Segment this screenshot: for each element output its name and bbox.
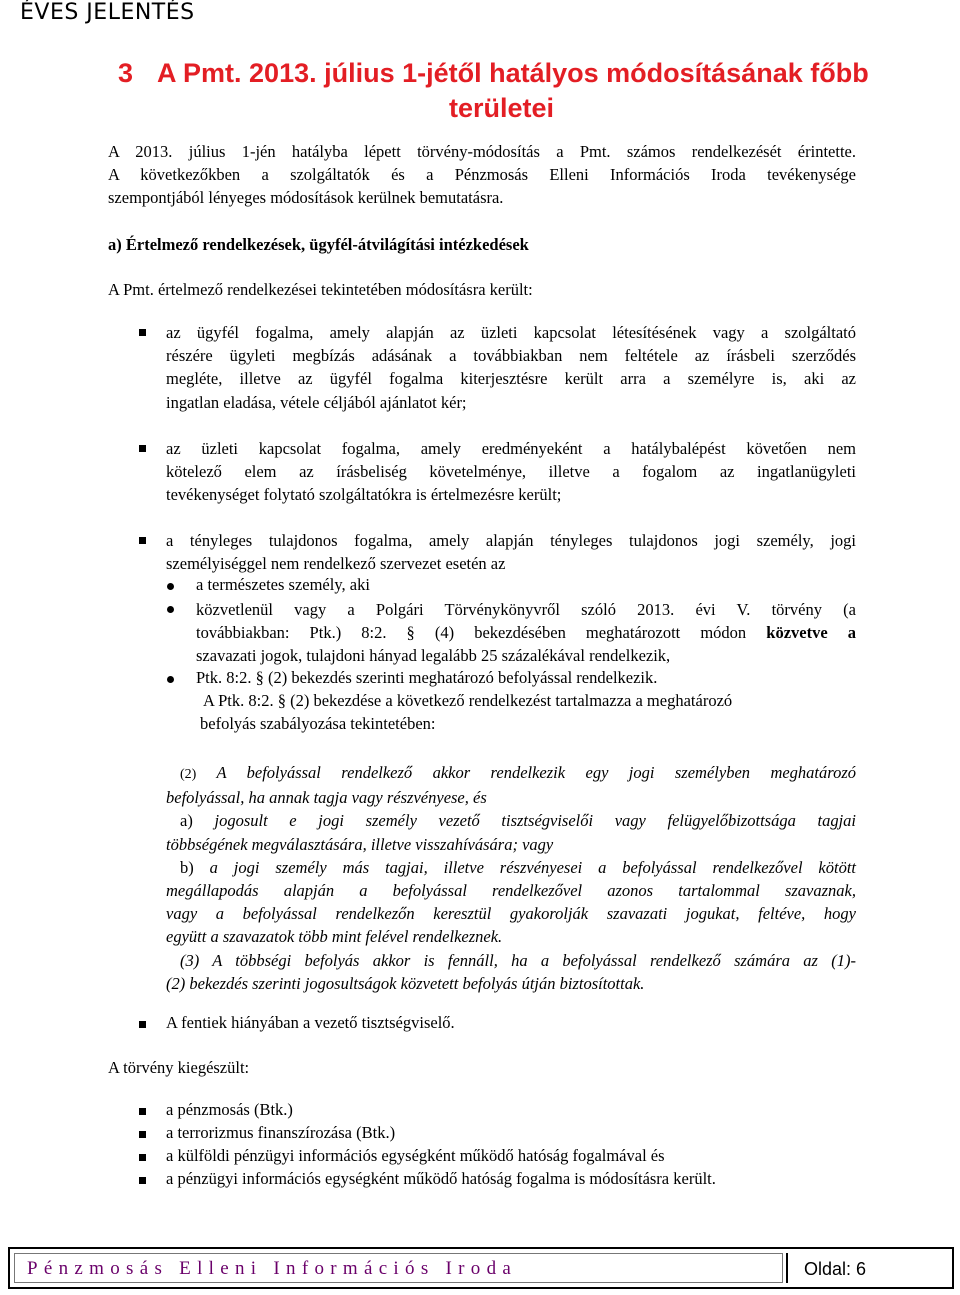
footer-page-box xyxy=(786,1253,946,1283)
ptk-note-line: A Ptk. 8:2. § (2) bekezdése a következő rendelkezést tartalmazza a meghatározó xyxy=(203,691,733,710)
subheading-a: a) Értelmező rendelkezések, ügyfél-átvilágítási intézkedések xyxy=(108,235,529,254)
quote-line: (3) A többségi befolyás akkor is fennáll, ha a befolyással rendelkező számára az (1)- xyxy=(180,950,856,970)
bullet-item xyxy=(166,321,856,414)
lead-text: A Pmt. értelmező rendelkezései tekintetében módosításra került: xyxy=(108,280,533,299)
round-bullet-icon xyxy=(167,676,174,683)
quote-label: a) xyxy=(180,811,193,831)
section-number: 3 xyxy=(118,58,134,88)
bullet-final: A fentiek hiányában a vezető tisztségviselő. xyxy=(166,1013,455,1032)
quote-text: jogosult e jogi személy vezető tisztségviselői vagy felügyelőbizottsága tagjai xyxy=(214,811,856,831)
bullet-line: tevékenységet folytató szolgáltatókra is értelmezésre került; xyxy=(166,485,562,505)
bullet-line: a tényleges tulajdonos fogalma, amely alapján tényleges tulajdonos jogi személy, jogi xyxy=(166,531,856,550)
square-bullet-icon xyxy=(139,537,146,544)
square-bullet-icon xyxy=(139,1177,146,1184)
quote-text: A befolyással rendelkező akkor rendelkezik egy jogi személyben meghatározó xyxy=(216,763,856,782)
bullet-item xyxy=(166,529,856,575)
bullet-line: megléte, illetve az ügyfél fogalma kiterjesztésre került arra a személyre is, aki az xyxy=(166,369,856,389)
law-lead: A törvény kiegészült: xyxy=(108,1058,250,1077)
bullet-line: az ügyfél fogalma, amely alapján az üzleti kapcsolat létesítésének vagy a szolgáltató xyxy=(166,323,856,342)
square-bullet-icon xyxy=(139,445,146,452)
quote-line: megállapodás alapján a befolyással rendelkezővel azonos tartalommal szavaznak, xyxy=(166,881,856,901)
bullet-line: részére ügyleti megbízás adásának a továbbiakban nem feltétele az írásbeli szerződés xyxy=(166,346,856,366)
square-bullet-icon xyxy=(139,329,146,336)
footer-org-box xyxy=(14,1253,783,1283)
round-bullet-icon xyxy=(167,606,174,613)
quote-line: befolyással, ha annak tagja vagy részvényese, és xyxy=(166,788,487,808)
quote-line xyxy=(166,809,856,832)
section-title-line1: A Pmt. 2013. július 1-jétől hatályos módosításának főbb xyxy=(157,58,869,88)
subbullet-line: közvetlenül vagy a Polgári Törvénykönyvről szóló 2013. évi V. törvény (a xyxy=(196,600,856,619)
quote-line: többségének megválasztására, illetve visszahívására; vagy xyxy=(166,834,554,854)
footer-org-name: Pénzmosás Elleni Információs Iroda xyxy=(27,1258,518,1279)
page-number: Oldal: 6 xyxy=(804,1259,867,1279)
law-item: a terrorizmus finanszírozása (Btk.) xyxy=(166,1123,396,1142)
quote-label: b) xyxy=(180,857,194,877)
ptk-note-line: befolyás szabályozása tekintetében: xyxy=(200,714,436,733)
report-header-title: ÉVES JELENTÉS xyxy=(20,0,195,25)
quote-line xyxy=(166,856,856,879)
square-bullet-icon xyxy=(139,1131,146,1138)
section-heading xyxy=(118,56,888,126)
subbullet-line: Ptk. 8:2. § (2) bekezdés szerinti meghatározó befolyással rendelkezik. xyxy=(196,668,658,687)
intro-paragraph xyxy=(108,140,856,210)
subbullet-line xyxy=(196,621,856,644)
law-item: a pénzmosás (Btk.) xyxy=(166,1100,293,1119)
law-item: a külföldi pénzügyi információs egységként működő hatóság fogalmával és xyxy=(166,1146,665,1165)
bullet-line: ingatlan eladása, vétele céljából ajánlatot kér; xyxy=(166,392,467,412)
intro-line: A következőkben a szolgáltatók és a Pénzmosás Elleni Információs Iroda tevékenysége xyxy=(108,165,856,185)
square-bullet-icon xyxy=(139,1108,146,1115)
bullet-line: az üzleti kapcsolat fogalma, amely eredményeként a hatálybalépést követően nem xyxy=(166,439,856,458)
page-footer xyxy=(8,1247,954,1289)
quote-line: együtt a szavazatok több mint felével rendelkeznek. xyxy=(166,927,503,947)
quote-text: a jogi személy más tagjai, illetve részvényesei a befolyással rendelkezővel kötött xyxy=(209,857,857,877)
bullet-line: személyiséggel nem rendelkező szervezet esetén az xyxy=(166,554,506,574)
square-bullet-icon xyxy=(139,1021,146,1028)
law-item: a pénzügyi információs egységként működő hatóság fogalma is módosításra került. xyxy=(166,1169,716,1188)
quote-line: vagy a befolyással rendelkezőn keresztül gyakorolják szavazati jogukat, feltéve, hogy xyxy=(166,904,856,924)
round-bullet-icon xyxy=(167,583,174,590)
quote-para-number: (2) xyxy=(180,767,197,782)
subbullet-text: továbbiakban: Ptk.) 8:2. § (4) bekezdésében meghatározott módon xyxy=(196,623,747,643)
bullet-item xyxy=(166,437,856,507)
subbullet-bold: közvetve a xyxy=(766,623,857,643)
legal-quote xyxy=(166,761,856,995)
square-bullet-icon xyxy=(139,1154,146,1161)
bullet-line: kötelező elem az írásbeliség követelménye, illetve a fogalom az ingatlanügyleti xyxy=(166,462,856,482)
intro-line: szempontjából lényeges módosítások kerülnek bemutatásra. xyxy=(108,188,504,208)
subbullet-line: a természetes személy, aki xyxy=(196,575,370,594)
quote-line: (2) bekezdés szerinti jogosultságok közvetett befolyás útján biztosítottak. xyxy=(166,973,645,993)
subbullet-line: szavazati jogok, tulajdoni hányad legalább 25 százalékával rendelkezik, xyxy=(196,646,671,666)
subbullet-item xyxy=(196,598,856,668)
quote-line xyxy=(166,761,856,786)
section-title-line2: területei xyxy=(449,93,555,123)
intro-line: A 2013. július 1-jén hatályba lépett törvény-módosítás a Pmt. számos rendelkezését érintette. xyxy=(108,142,856,161)
